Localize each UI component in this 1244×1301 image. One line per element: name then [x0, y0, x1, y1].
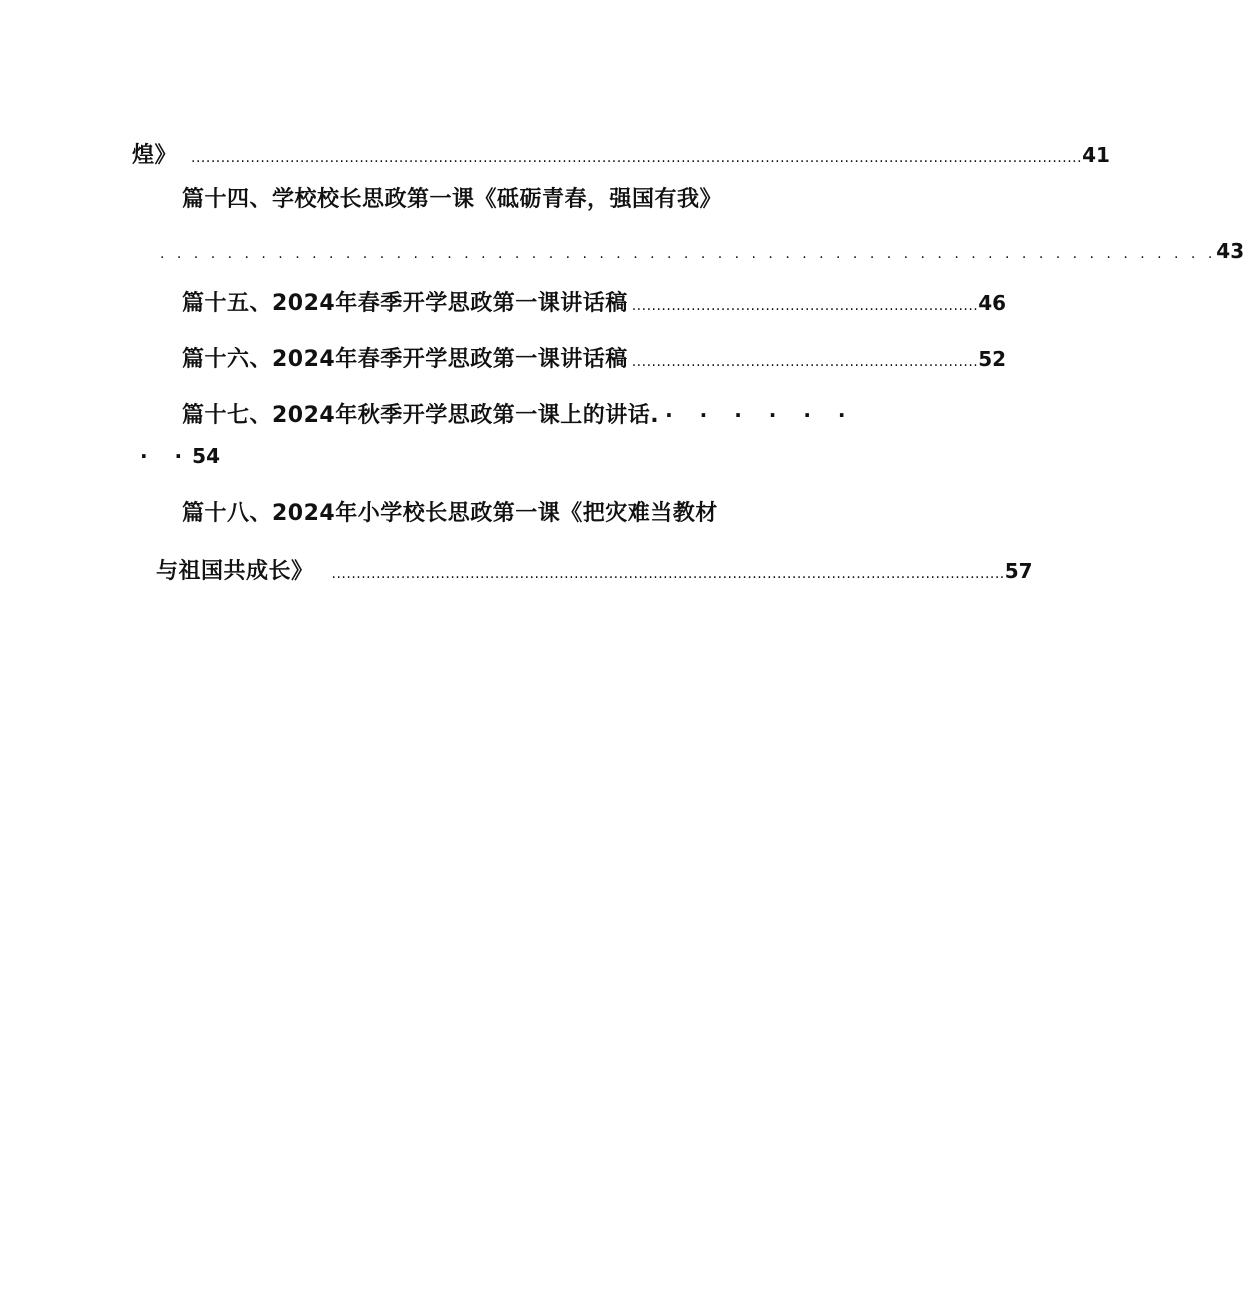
toc-entry-continuation[interactable]: [156, 556, 1033, 589]
toc-entry[interactable]: [182, 400, 856, 431]
toc-entry[interactable]: [182, 499, 742, 529]
toc-entry-title: 篇十五、2024年春季开学思政第一课讲话稿: [182, 291, 628, 316]
toc-entry-title: 篇十六、2024年春季开学思政第一课讲话稿: [182, 347, 628, 372]
toc-entry[interactable]: [182, 344, 1007, 377]
toc-entry-title: 与祖国共成长》: [156, 559, 314, 584]
toc-entry-continuation[interactable]: [140, 441, 260, 471]
toc-entry[interactable]: [132, 140, 1110, 173]
toc-page-number: 41: [1082, 143, 1110, 167]
toc-leader-dots: ......................................................................: [631, 354, 979, 370]
toc-leader-dots: ....................................................................................................................................................................................: [191, 150, 1083, 166]
toc-entry[interactable]: [182, 288, 1007, 321]
toc-entry-title: 煌》: [132, 143, 178, 168]
toc-leader-dots: ........................................................................................................................................: [331, 566, 1005, 582]
toc-entry-continuation[interactable]: [160, 236, 1244, 269]
toc-entry[interactable]: [182, 185, 742, 215]
toc-leader-dots: . . . . . . . . . . . . . . . . . . . . . . . . . . . . . . . . . . . . . . . . . . . . . . . . . . . . . . . . . . . . . . .: [160, 246, 1217, 262]
toc-entry-title: 篇十八、2024年小学校长思政第一课《把灾难当教材: [182, 501, 718, 526]
toc-leader-dots: · · · · · ·: [665, 403, 856, 427]
toc-entry-title: 篇十七、2024年秋季开学思政第一课上的讲话.: [182, 403, 660, 428]
toc-page-number: 46: [978, 291, 1007, 315]
toc-page-number: 52: [978, 347, 1007, 371]
toc-leader-dots: ......................................................................: [631, 298, 979, 314]
toc-leader-dots: · ·: [140, 444, 193, 468]
toc-page-number: 57: [1004, 559, 1033, 583]
toc-entry-title: 篇十四、学校校长思政第一课《砥砺青春，强国有我》: [182, 187, 723, 212]
toc-page-number: 54: [192, 444, 221, 468]
toc-page-number: 43: [1216, 239, 1244, 263]
